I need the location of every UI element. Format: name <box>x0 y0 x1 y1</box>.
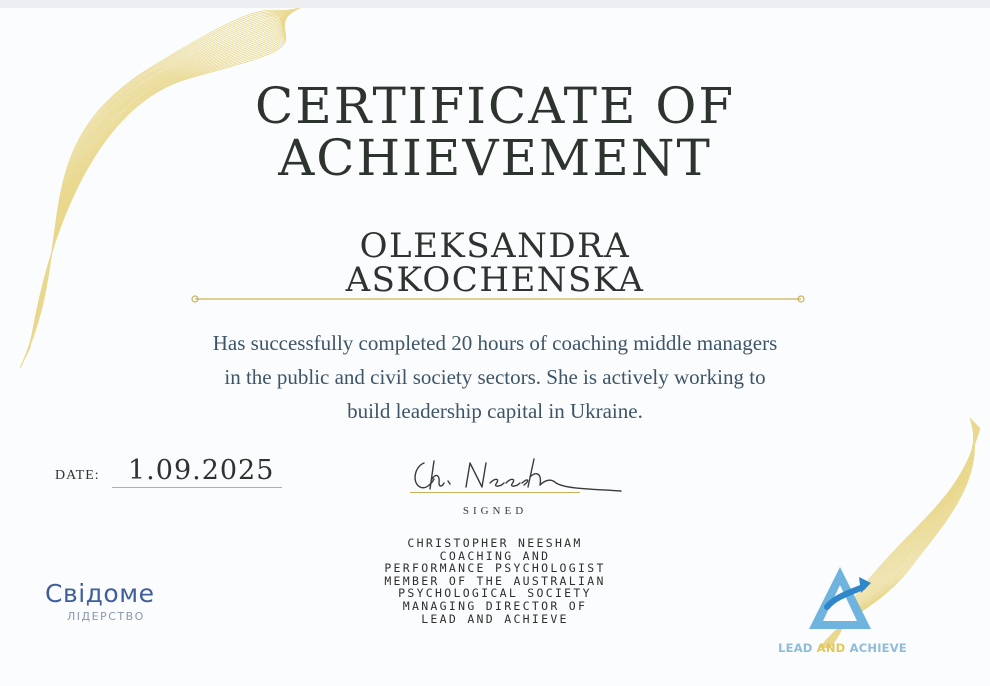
recipient-name-first: OLEKSANDRA <box>359 226 631 266</box>
certificate-title-line2: ACHIEVEMENT <box>278 129 712 187</box>
signer-line: COACHING AND <box>439 548 551 563</box>
signer-line: PSYCHOLOGICAL SOCIETY <box>398 586 592 601</box>
gold-wave-decoration-top-left <box>0 8 320 368</box>
logo-label-part: LEAD <box>778 641 817 655</box>
lead-and-achieve-logo <box>770 563 915 663</box>
logo-label-part: AND <box>816 641 846 655</box>
certificate-title-line1: CERTIFICATE OF <box>254 77 736 135</box>
logo-label-part: ACHIEVE <box>845 641 907 655</box>
signature-underline <box>410 492 580 493</box>
signer-line: CHRISTOPHER NEESHAM <box>407 536 583 550</box>
achievement-description <box>100 326 890 428</box>
signer-credentials <box>290 537 700 625</box>
logo-brand-text: Свідоме <box>45 579 155 608</box>
lead-and-achieve-label <box>770 641 915 655</box>
date-label: DATE: <box>55 468 100 483</box>
name-underline-divider <box>190 294 806 304</box>
description-line: in the public and civil society sectors. She is actively working to <box>224 365 766 389</box>
recipient-name-last: ASKOCHENSKA <box>345 260 645 300</box>
svidome-liderstvo-logo <box>45 580 154 623</box>
description-line: Has successfully completed 20 hours of coaching middle managers <box>212 331 778 355</box>
date-underline <box>112 487 282 488</box>
signer-line: PERFORMANCE PSYCHOLOGIST <box>384 561 606 576</box>
description-line: build leadership capital in Ukraine. <box>347 399 643 423</box>
signed-label: SIGNED <box>462 505 528 517</box>
signer-line: LEAD AND ACHIEVE <box>421 611 569 626</box>
date-value: 1.09.2025 <box>128 455 275 486</box>
signer-line: MEMBER OF THE AUSTRALIAN <box>384 573 606 588</box>
lead-and-achieve-emblem-icon <box>805 563 875 633</box>
signer-line: MANAGING DIRECTOR OF <box>402 598 588 613</box>
logo-sub-text: ЛІДЕРСТВО <box>67 610 145 623</box>
certificate <box>0 8 990 686</box>
